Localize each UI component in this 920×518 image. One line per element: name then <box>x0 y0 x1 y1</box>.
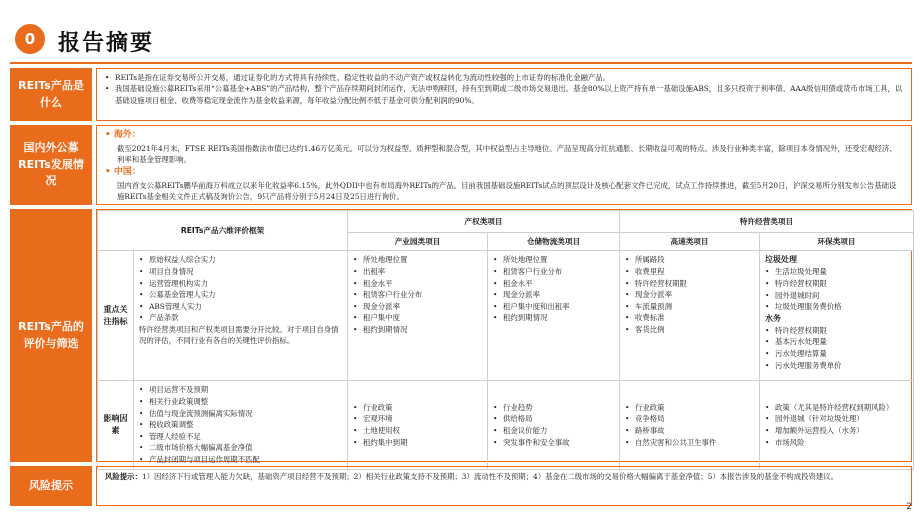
china-text: 国内首支公募REITs鹏华前海万科成立以来年化收益率6.15%，此外QDII中也有布局海外REITs的产品。目前我国基础设施REITs试点的顶层设计及核心配套文件已完成，试点工作持续推进，截至5月20日，沪深交易所分别发布公告基础设施REITs基金相关文件正式稿及询价公告，9只产品将分别于5月24日及25日进行询价。 <box>117 180 897 202</box>
section-content-development <box>96 125 912 205</box>
list-item: • 增加额外运营投入（水务） <box>765 425 908 436</box>
china-heading: • 中国： <box>105 166 141 177</box>
header-divider <box>10 62 912 64</box>
list-item: • 特许经营权期限 <box>625 278 754 289</box>
framework-header: REITs产品六维评价框架 <box>98 211 348 251</box>
list-item: • 租户集中度和出租率 <box>493 301 614 312</box>
list-item: • 管理人经验不足 <box>139 431 342 442</box>
list-item: • 土地使用权 <box>353 425 482 436</box>
list-item: • 收费标准 <box>625 312 754 323</box>
list-item: • 产品条款 <box>139 312 342 323</box>
page-title: 报告摘要 <box>58 31 155 56</box>
highway-indicators-cell <box>620 251 760 381</box>
section-label-what-is: REITs产品是什么 <box>10 68 92 121</box>
row-head-factors: 影响因素 <box>98 381 134 469</box>
list-item: • 税收政策调整 <box>139 419 342 430</box>
section-label-evaluation: REITs产品的评价与筛选 <box>10 209 92 462</box>
evaluation-table <box>96 209 912 465</box>
list-item: • 车流量预测 <box>625 301 754 312</box>
list-item: • 市场风险 <box>765 437 908 448</box>
warehouse-indicators-cell <box>488 251 620 381</box>
list-item: • 租约到期情况 <box>353 324 482 335</box>
list-item: • 污水处理结算量 <box>765 348 908 359</box>
list-item: • 宏观环境 <box>353 413 482 424</box>
list-item: • 相关行业政策调整 <box>139 396 342 407</box>
risk-title: 风险提示： <box>105 472 142 481</box>
framework-note: 特许经营类项目和产权类项目需要分开比较。对于项目自身情况的评估，不同行业有各自的关键性评价指标。 <box>139 325 339 346</box>
list-item: • 租约到期情况 <box>493 312 614 323</box>
list-item: • 垃圾处理服务费价格 <box>765 301 908 312</box>
row-head-key-indicators: 重点关注指标 <box>98 251 134 381</box>
env-header: 环保类项目 <box>760 233 914 251</box>
list-item: • 公募基金管理人实力 <box>139 289 342 300</box>
list-item: • ABS管理人实力 <box>139 301 342 312</box>
list-item: • 突发事件和安全事故 <box>493 437 614 448</box>
section-label-risk: 风险提示 <box>10 466 92 506</box>
highway-indicators-list <box>625 254 754 335</box>
list-item: • 现金分派率 <box>625 289 754 300</box>
env-factors-list <box>765 402 908 448</box>
list-item: • 基本污水处理量 <box>765 336 908 347</box>
list-item: • 行业政策 <box>625 402 754 413</box>
section-label-development: 国内外公募REITs发展情况 <box>10 125 92 205</box>
list-item: • 估值与现金流预测偏离实际情况 <box>139 408 342 419</box>
list-item: • 现金分派率 <box>353 301 482 312</box>
list-item: • 租户集中度 <box>353 312 482 323</box>
list-item: • 园外退城（针对垃圾处理） <box>765 413 908 424</box>
list-item: • 收费里程 <box>625 266 754 277</box>
warehouse-header: 仓储物流类项目 <box>488 233 620 251</box>
water-subheading: 水务 <box>765 313 781 323</box>
framework-indicators-cell <box>134 251 348 381</box>
what-is-bullet: • 我国基础设施公募REITs采用“公募基金+ABS”的产品结构，整个产品存续期间封闭运作，无法申购赎回，持有至到期或二级市场交易退出。基金80%以上资产持有单一基础设施ABS，且多只投资于利率债、AAA级信用债或货币市场工具，以基础设施项目租金、收费等稳定现金流作为基金收益来源，每年收益分配比例不低于基金可供分配利润的90%。 <box>105 83 903 106</box>
industrial-header: 产业园类项目 <box>348 233 488 251</box>
section-content-what-is <box>96 68 912 121</box>
list-item: • 园外退城时间 <box>765 290 908 301</box>
water-indicators-list <box>765 325 908 371</box>
highway-factors-list <box>625 402 754 448</box>
list-item: • 出租率 <box>353 266 482 277</box>
list-item: • 生活垃圾处理量 <box>765 266 908 277</box>
waste-indicators-list <box>765 266 908 312</box>
list-item: • 运营管理机构实力 <box>139 278 342 289</box>
env-indicators-cell <box>760 251 914 381</box>
list-item: • 自然灾害和公共卫生事件 <box>625 437 754 448</box>
list-item: • 特许经营权期限 <box>765 278 908 289</box>
list-item: • 产品封闭期与项目运作周期不匹配 <box>139 454 342 465</box>
list-item: • 特许经营权期限 <box>765 325 908 336</box>
warehouse-factors-list <box>493 402 614 448</box>
warehouse-indicators-list <box>493 254 614 323</box>
framework-factors-cell <box>134 381 348 469</box>
list-item: • 租金水平 <box>353 278 482 289</box>
industrial-factors-list <box>353 402 482 448</box>
list-item: • 项目自身情况 <box>139 266 342 277</box>
equity-header: 产权类项目 <box>348 211 620 233</box>
list-item: • 租金议价能力 <box>493 425 614 436</box>
list-item: • 项目运营不及预期 <box>139 384 342 395</box>
list-item: • 政策（尤其是特许经营权到期风险） <box>765 402 908 413</box>
list-item: • 竞争格局 <box>625 413 754 424</box>
list-item: • 现金分派率 <box>493 289 614 300</box>
franchise-header: 特许经营类项目 <box>620 211 914 233</box>
env-factors-cell <box>760 381 914 469</box>
overseas-text: 截至2021年4月末，FTSE REITs美国指数法市值已达约1.46万亿美元。可以分为权益型、质押型和混合型，其中权益型占主导地位。产品呈现高分红抗通胀、长期收益可观的特点。涉及行业种类丰富，除项目本身情况外，还受宏观经济、利率和基金管理影响。 <box>117 143 897 165</box>
section-number-badge: 0 <box>15 24 45 54</box>
list-item: • 路桥事故 <box>625 425 754 436</box>
list-item: • 所属路段 <box>625 254 754 265</box>
list-item: • 供给格局 <box>493 413 614 424</box>
warehouse-factors-cell <box>488 381 620 469</box>
industrial-indicators-cell <box>348 251 488 381</box>
list-item: • 二级市场价格大幅偏离基金净值 <box>139 442 342 453</box>
highway-factors-cell <box>620 381 760 469</box>
risk-text: 1）因经济下行或管理人能力欠缺，基础资产项目经营不及预期；2）相关行业政策支持不及预期；3）流动性不及预期；4）基金在二级市场的交易价格大幅偏离于基金净值；5）本报告涉及的基金不构成投资建议。 <box>141 472 839 481</box>
list-item: • 租赁客户行业分布 <box>493 266 614 277</box>
list-item: • 污水处理服务费单价 <box>765 360 908 371</box>
waste-subheading: 垃圾处理 <box>765 255 797 265</box>
page-header <box>0 0 920 62</box>
list-item: • 客货比例 <box>625 324 754 335</box>
industrial-indicators-list <box>353 254 482 335</box>
what-is-bullets <box>105 72 903 106</box>
list-item: • 原始权益人综合实力 <box>139 254 342 265</box>
list-item: • 租约集中到期 <box>353 437 482 448</box>
highway-header: 高速类项目 <box>620 233 760 251</box>
list-item: • 租赁客户行业分布 <box>353 289 482 300</box>
list-item: • 行业政策 <box>353 402 482 413</box>
list-item: • 租金水平 <box>493 278 614 289</box>
industrial-factors-cell <box>348 381 488 469</box>
what-is-bullet: • REITs是指在证券交易所公开交易，通过证券化的方式将具有持续性、稳定性收益的不动产资产或权益转化为流动性较强的上市证券的标准化金融产品。 <box>105 72 903 83</box>
list-item: • 行业趋势 <box>493 402 614 413</box>
page-number: 2 <box>906 502 912 512</box>
framework-factors-list <box>139 384 342 465</box>
risk-content <box>96 466 912 506</box>
list-item: • 所处地理位置 <box>493 254 614 265</box>
list-item: • 所处地理位置 <box>353 254 482 265</box>
framework-indicators-list <box>139 254 342 323</box>
overseas-heading: • 海外： <box>105 130 141 140</box>
